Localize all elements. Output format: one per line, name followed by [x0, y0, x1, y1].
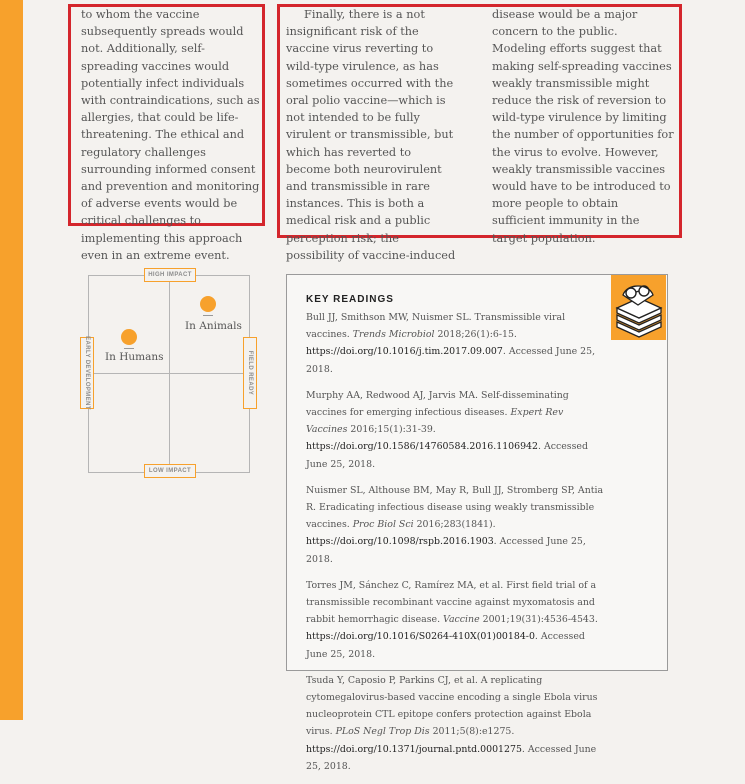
matrix-label-early-development: [80, 337, 94, 409]
matrix-point-humans: [121, 329, 137, 345]
reference-item: Murphy AA, Redwood AJ, Jarvis MA. Self-disseminating vaccines for emerging infectious diseases. Expert Rev Vaccines 2016;15(1):31-39. https://doi.org/10.1586/14760584.2016.1106942. Accessed June 25, 2018.: [306, 389, 588, 470]
doi-link[interactable]: https://doi.org/10.1098/rspb.2016.1903: [306, 536, 494, 548]
label-text: FIELD READY: [247, 350, 253, 396]
doi-link[interactable]: https://doi.org/10.1016/j.tim.2017.09.007: [306, 346, 503, 358]
books-glasses-icon: [611, 275, 666, 340]
paragraph: to whom the vaccine subsequently spreads would not. Additionally, self-spreading vaccines would potentially infect individuals with contraindications, such as allergies, that could be life-threatening. The ethical and regulatory challenges surrounding informed consent and prevention and monitoring of adverse events would be critical challenges to implementing this approach even in an extreme event.: [81, 8, 260, 262]
body-column-1: [81, 6, 261, 264]
label-text: EARLY DEVELOPMENT: [84, 336, 90, 410]
matrix-point-humans-label: In Humans: [105, 351, 164, 363]
impact-readiness-matrix: [88, 275, 250, 473]
matrix-horizontal-axis: [89, 373, 249, 374]
doi-link[interactable]: https://doi.org/10.1371/journal.pntd.0001275: [306, 743, 522, 755]
doi-link[interactable]: https://doi.org/10.1586/14760584.2016.1106942: [306, 441, 538, 453]
matrix-vertical-axis: [169, 276, 170, 472]
doi-link[interactable]: https://doi.org/10.1016/S0264-410X(01)00184-0: [306, 631, 535, 643]
matrix-label-field-ready: [243, 337, 257, 409]
key-readings-title: KEY READINGS: [306, 294, 394, 305]
body-column-3: [492, 6, 674, 247]
reference-item: Bull JJ, Smithson MW, Nuismer SL. Transmissible viral vaccines. Trends Microbiol 2018;26(1):6-15. https://doi.org/10.1016/j.tim.2017.09.007. Accessed June 25, 2018.: [306, 312, 596, 375]
reference-item: Tsuda Y, Caposio P, Parkins CJ, et al. A replicating cytomegalovirus-based vaccine encoding a single Ebola virus nucleoprotein CTL epitope confers protection against Ebola virus. PLoS Negl Trop Dis 2011;5(8):e1275. https://doi.org/10.1371/journal.pntd.0001275. Accessed June 25, 2018.: [306, 674, 598, 772]
reference-item: Torres JM, Sánchez C, Ramírez MA, et al. First field trial of a transmissible recombinant vaccine against myxomatosis and rabbit hemorrhagic disease. Vaccine 2001;19(31):4536-4543. https://doi.org/10.1016/S0264-410X(01)00184-0. Accessed June 25, 2018.: [306, 579, 598, 660]
body-column-2: [286, 6, 458, 264]
reference-item: Nuismer SL, Althouse BM, May R, Bull JJ, Stromberg SP, Antia R. Eradicating infectious disease using weakly transmissible vaccines. Proc Biol Sci 2016;283(1841). https://doi.org/10.1098/rspb.2016.1903. Accessed June 25, 2018.: [306, 484, 604, 565]
matrix-label-high-impact: HIGH IMPACT: [144, 268, 196, 282]
paragraph: Finally, there is a not insignificant risk of the vaccine virus reverting to wild-type virulence, as has sometimes occurred with the oral polio vaccine—which is not intended to be fully virulent or transmissible, but which has reverted to become both neurovirulent and transmissible in rare instances. This is both a medical risk and a public perception risk; the possibility of vaccine-induced: [286, 8, 456, 262]
reference-list: [306, 309, 606, 784]
paragraph: disease would be a major concern to the public. Modeling efforts suggest that making self-spreading vaccines weakly transmissible might reduce the risk of reversion to wild-type virulence by limiting the number of opportunities for the virus to evolve. However, weakly transmissible vaccines would have to be introduced to more people to obtain sufficient immunity in the target population.: [492, 8, 674, 245]
matrix-label-low-impact: LOW IMPACT: [144, 464, 196, 478]
matrix-point-animals-label: In Animals: [185, 320, 242, 332]
matrix-point-animals: [200, 296, 216, 312]
orange-margin-bar: [0, 0, 23, 720]
